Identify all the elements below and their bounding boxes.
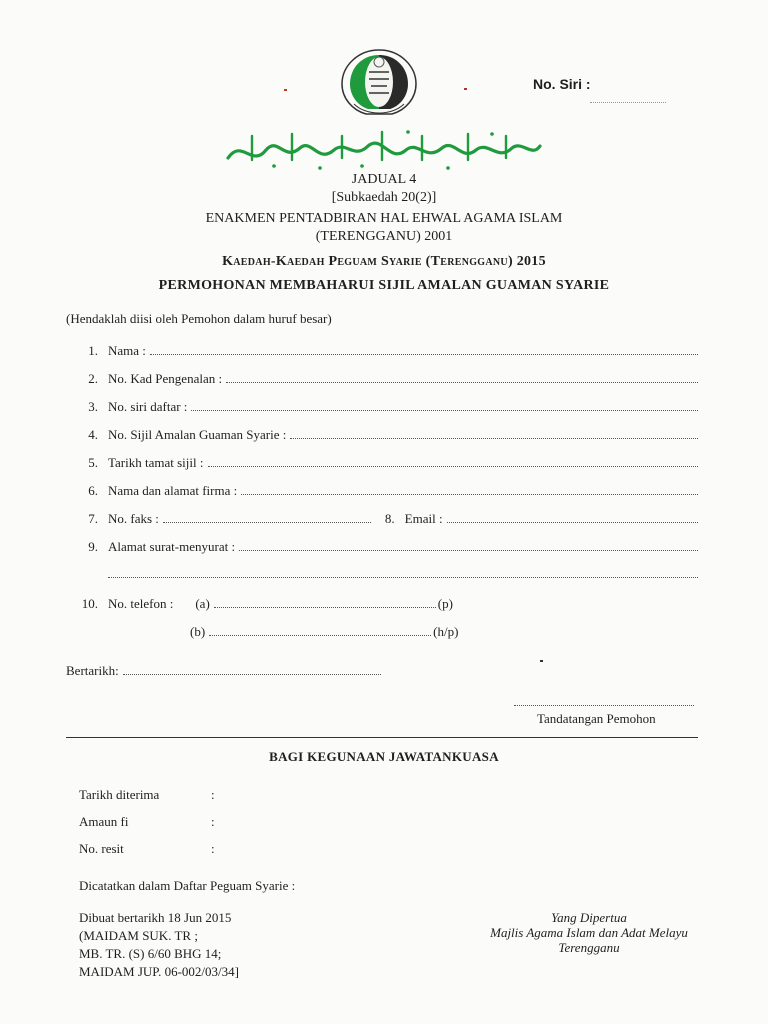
made-date-line: Dibuat bertarikh 18 Jun 2015 (79, 910, 232, 925)
phone-a-suffix: (p) (437, 596, 453, 611)
speck-mark (464, 88, 467, 90)
recorded-in-register-label: Dicatatkan dalam Daftar Peguam Syarie : (79, 878, 296, 893)
fill-line[interactable] (191, 400, 698, 411)
field-nama-alamat-firma[interactable] (66, 483, 698, 501)
field-siri-daftar[interactable] (66, 399, 698, 417)
fee-amount-colon: : (211, 814, 215, 829)
field-telefon-b[interactable] (66, 624, 698, 642)
field-label: No. Sijil Amalan Guaman Syarie : (108, 427, 287, 442)
field-number: 10. (81, 596, 98, 611)
phone-a-marker: (a) (195, 596, 210, 611)
applicant-signature-label: Tandatangan Pemohon (537, 711, 656, 726)
serial-number-label: No. Siri : (533, 76, 591, 92)
fill-line[interactable] (290, 428, 698, 439)
field-label: No. siri daftar : (108, 399, 188, 414)
receipt-number-label: No. resit (79, 841, 124, 856)
field-label: Alamat surat-menyurat : (108, 539, 236, 554)
reference-line-1: (MAIDAM SUK. TR ; (79, 928, 198, 943)
rules-title: Kaedah-Kaedah Peguam Syarie (Terengganu) 2015 (222, 254, 546, 269)
phone-b-suffix: (h/p) (433, 624, 459, 639)
reference-line-2: MB. TR. (S) 6/60 BHG 14; (79, 946, 222, 961)
field-number: 5. (88, 455, 98, 470)
field-number: 8. (384, 511, 395, 526)
jawi-council-title-calligraphy (222, 128, 546, 172)
field-label: Tarikh tamat sijil : (108, 455, 204, 470)
email-fill-line[interactable] (447, 512, 698, 523)
state-name: Terengganu (558, 940, 620, 955)
fax-fill-line[interactable] (163, 512, 371, 523)
received-date-colon: : (211, 787, 215, 802)
committee-section-title: BAGI KEGUNAAN JAWATANKUASA (269, 749, 499, 764)
field-number: 2. (88, 371, 98, 386)
phone-b-fill-line[interactable] (209, 625, 431, 636)
phone-a-fill-line[interactable] (214, 597, 436, 608)
field-label: Bertarikh: (66, 663, 119, 678)
field-tarikh-tamat[interactable] (66, 455, 698, 473)
applicant-signature-line[interactable] (514, 697, 694, 706)
speck-mark (540, 660, 543, 662)
field-label: No. faks : (108, 511, 159, 526)
received-date-label: Tarikh diterima (79, 787, 160, 802)
field-number: 7. (88, 511, 98, 526)
fill-line[interactable] (108, 567, 698, 578)
field-label: No. Kad Pengenalan : (108, 371, 223, 386)
field-kad-pengenalan[interactable] (66, 371, 698, 389)
field-label: No. telefon : (108, 596, 174, 611)
form-title: PERMOHONAN MEMBAHARUI SIJIL AMALAN GUAMAN SYARIE (158, 278, 610, 293)
fill-line[interactable] (239, 540, 698, 551)
section-divider (66, 737, 698, 738)
field-sijil-amalan[interactable] (66, 427, 698, 445)
speck-mark (284, 89, 287, 91)
majlis-emblem-logo (336, 46, 422, 118)
schedule-number: JADUAL 4 (351, 172, 417, 187)
president-title: Yang Dipertua (551, 910, 627, 925)
fee-amount-label: Amaun fi (79, 814, 129, 829)
field-bertarikh[interactable] (66, 663, 698, 681)
field-label: Nama : (108, 343, 146, 358)
field-nama[interactable] (66, 343, 698, 361)
serial-number-field[interactable] (590, 102, 666, 103)
field-number: 1. (88, 343, 98, 358)
fill-line[interactable] (241, 484, 698, 495)
enactment-title-line2: (TERENGGANU) 2001 (315, 229, 453, 244)
receipt-number-colon: : (211, 841, 215, 856)
fill-line[interactable] (226, 372, 698, 383)
subrule-reference: [Subkaedah 20(2)] (331, 190, 437, 205)
field-label: Email : (404, 511, 443, 526)
field-number: 9. (88, 539, 98, 554)
field-number: 6. (88, 483, 98, 498)
phone-b-marker: (b) (190, 624, 206, 639)
fill-line[interactable] (150, 344, 698, 355)
field-alamat-surat-continuation[interactable] (108, 567, 698, 585)
field-label: Nama dan alamat firma : (108, 483, 238, 498)
council-name: Majlis Agama Islam dan Adat Melayu (490, 925, 688, 940)
reference-line-3: MAIDAM JUP. 06-002/03/34] (79, 964, 239, 979)
enactment-title-line1: ENAKMEN PENTADBIRAN HAL EHWAL AGAMA ISLAM (205, 211, 563, 226)
fill-line[interactable] (208, 456, 699, 467)
field-number: 4. (88, 427, 98, 442)
field-alamat-surat[interactable] (66, 539, 698, 557)
date-fill-line[interactable] (123, 664, 381, 675)
fill-instruction: (Hendaklah diisi oleh Pemohon dalam huruf besar) (66, 311, 332, 326)
field-telefon-a[interactable] (66, 596, 698, 614)
field-number: 3. (88, 399, 98, 414)
field-faks-email[interactable] (66, 511, 698, 529)
